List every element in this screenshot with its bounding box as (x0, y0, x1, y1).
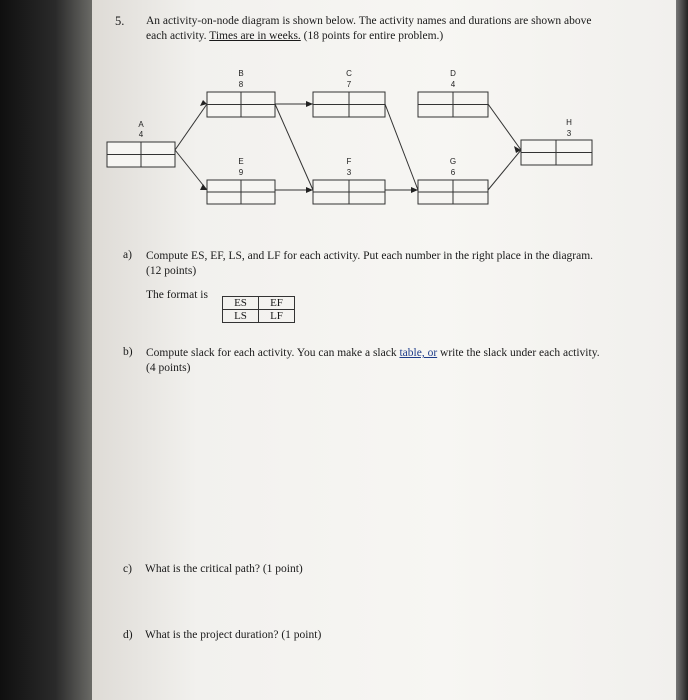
part-b-link[interactable]: table, or (399, 347, 438, 359)
part-b-text-before: Compute slack for each activity. You can make a slack (146, 347, 397, 359)
activity-h-name: H (566, 118, 572, 127)
activity-d-name: D (450, 69, 456, 78)
activity-f-duration: 3 (346, 168, 352, 177)
node-box-b (207, 92, 275, 117)
times-note: Times are in weeks. (209, 30, 301, 42)
activity-g-duration: 6 (450, 168, 456, 177)
node-box-h (521, 140, 592, 165)
format-table (222, 296, 295, 323)
format-ls: LS (223, 310, 259, 323)
activity-e-name: E (238, 157, 244, 166)
node-box-g (418, 180, 488, 204)
arrowhead (200, 184, 207, 190)
node-box-e (207, 180, 275, 204)
activity-f-name: F (346, 157, 352, 166)
part-a-label: a) (123, 249, 132, 261)
activity-b-duration: 8 (238, 80, 244, 89)
part-c-text: What is the critical path? (1 point) (145, 563, 303, 575)
format-ef: EF (259, 297, 295, 310)
arrow-d-h (488, 104, 521, 150)
question-number: 5. (115, 14, 125, 28)
activity-d-duration: 4 (450, 80, 456, 89)
intro-text: An activity-on-node diagram is shown below. The activity names and durations are shown above each activity. (146, 15, 592, 42)
activity-b-name: B (238, 69, 244, 78)
arrow-b-f (275, 104, 313, 190)
arrow-g-h (488, 150, 521, 190)
part-d-label: d) (123, 629, 133, 641)
activity-c-duration: 7 (346, 80, 352, 89)
node-box-f (313, 180, 385, 204)
node-box-d (418, 92, 488, 117)
activity-e-duration: 9 (238, 168, 244, 177)
part-a-text: Compute ES, EF, LS, and LF for each activity. Put each number in the right place in the diagram. (12 points) (146, 250, 594, 277)
node-box-c (313, 92, 385, 117)
activity-h-duration: 3 (566, 129, 572, 138)
node-box-a (107, 142, 175, 167)
part-d-text: What is the project duration? (1 point) (145, 629, 322, 641)
arrowhead (306, 101, 313, 107)
part-c-label: c) (123, 563, 132, 575)
activity-g-name: G (449, 157, 457, 166)
format-lf: LF (259, 310, 295, 323)
part-b-label: b) (123, 346, 133, 358)
format-label: The format is (146, 289, 208, 301)
arrow-c-g (385, 104, 418, 190)
points-note: (18 points for entire problem.) (303, 30, 444, 42)
activity-a-name: A (138, 120, 144, 129)
activity-a-duration: 4 (138, 130, 144, 139)
part-b-text (146, 346, 606, 376)
arrow-a-b (175, 104, 207, 150)
arrow-a-e (175, 150, 207, 190)
part-b-text-after: write the slack under each activity. (4 points) (146, 347, 600, 374)
activity-c-name: C (346, 69, 352, 78)
format-es: ES (223, 297, 259, 310)
